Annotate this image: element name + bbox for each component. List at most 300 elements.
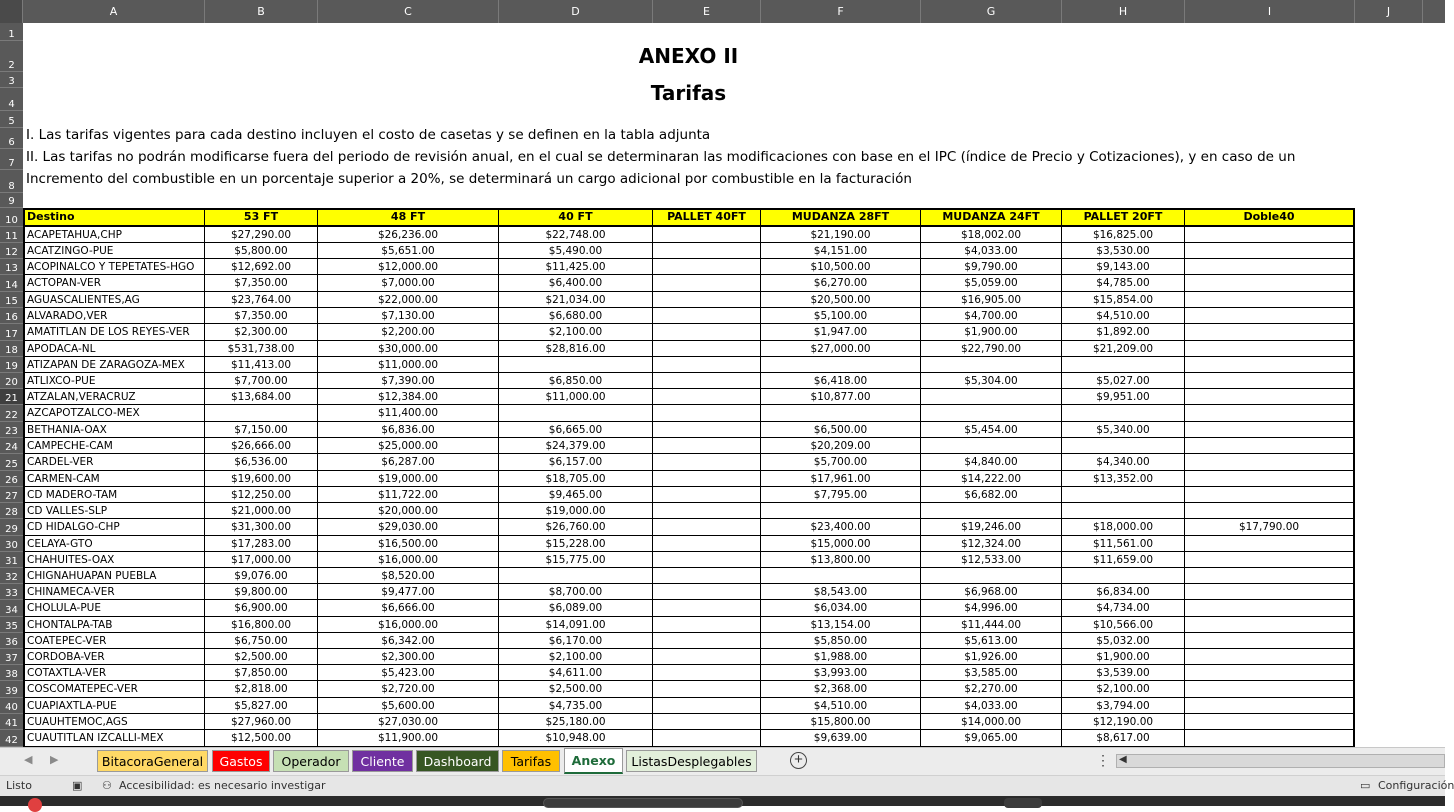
- table-cell[interactable]: $4,840.00: [921, 454, 1062, 471]
- column-header-b[interactable]: B: [205, 0, 318, 23]
- table-cell[interactable]: $9,951.00: [1062, 389, 1185, 405]
- table-cell[interactable]: $6,834.00: [1062, 584, 1185, 600]
- table-cell[interactable]: $21,190.00: [761, 227, 921, 243]
- table-cell[interactable]: [1185, 633, 1355, 649]
- table-cell[interactable]: $10,877.00: [761, 389, 921, 405]
- table-cell[interactable]: $26,760.00: [499, 519, 653, 536]
- table-cell[interactable]: CUAUTITLAN IZCALLI-MEX: [23, 730, 205, 747]
- table-cell[interactable]: [1185, 227, 1355, 243]
- row-header-2[interactable]: 2: [0, 41, 23, 72]
- table-cell[interactable]: $16,905.00: [921, 292, 1062, 308]
- row-header-32[interactable]: 32: [0, 568, 23, 584]
- table-cell[interactable]: $10,566.00: [1062, 617, 1185, 633]
- table-cell[interactable]: $22,748.00: [499, 227, 653, 243]
- table-cell[interactable]: $6,968.00: [921, 584, 1062, 600]
- table-cell[interactable]: $2,300.00: [318, 649, 499, 665]
- table-cell[interactable]: [1185, 292, 1355, 308]
- table-cell[interactable]: [653, 698, 761, 714]
- table-cell[interactable]: $21,034.00: [499, 292, 653, 308]
- table-cell[interactable]: $26,666.00: [205, 438, 318, 454]
- table-header-cell[interactable]: 40 FT: [499, 208, 653, 227]
- table-cell[interactable]: [1185, 389, 1355, 405]
- column-header-h[interactable]: H: [1062, 0, 1185, 23]
- table-cell[interactable]: COATEPEC-VER: [23, 633, 205, 649]
- table-cell[interactable]: $11,900.00: [318, 730, 499, 747]
- accessibility-status[interactable]: Accesibilidad: es necesario investigar: [119, 779, 326, 792]
- table-cell[interactable]: [1185, 503, 1355, 519]
- row-header-5[interactable]: 5: [0, 111, 23, 128]
- table-cell[interactable]: $6,418.00: [761, 373, 921, 389]
- table-cell[interactable]: $5,059.00: [921, 275, 1062, 292]
- table-cell[interactable]: [921, 503, 1062, 519]
- table-cell[interactable]: $6,536.00: [205, 454, 318, 471]
- table-cell[interactable]: $10,500.00: [761, 259, 921, 275]
- table-cell[interactable]: $6,342.00: [318, 633, 499, 649]
- display-settings-icon[interactable]: ▭: [1360, 779, 1371, 792]
- table-cell[interactable]: $4,735.00: [499, 698, 653, 714]
- table-cell[interactable]: $7,700.00: [205, 373, 318, 389]
- table-cell[interactable]: $17,961.00: [761, 471, 921, 487]
- table-cell[interactable]: CD HIDALGO-CHP: [23, 519, 205, 536]
- sheet-tab-cliente[interactable]: Cliente: [352, 750, 413, 772]
- row-header-15[interactable]: 15: [0, 292, 23, 308]
- table-cell[interactable]: $9,790.00: [921, 259, 1062, 275]
- row-header-40[interactable]: 40: [0, 698, 23, 714]
- table-cell[interactable]: CD MADERO-TAM: [23, 487, 205, 503]
- column-header-d[interactable]: D: [499, 0, 653, 23]
- row-header-36[interactable]: 36: [0, 633, 23, 649]
- table-cell[interactable]: $2,500.00: [499, 681, 653, 698]
- row-header-21[interactable]: 21: [0, 389, 23, 405]
- table-cell[interactable]: $8,520.00: [318, 568, 499, 584]
- table-cell[interactable]: COSCOMATEPEC-VER: [23, 681, 205, 698]
- table-cell[interactable]: $3,585.00: [921, 665, 1062, 681]
- table-cell[interactable]: $27,030.00: [318, 714, 499, 730]
- table-cell[interactable]: $21,209.00: [1062, 341, 1185, 357]
- table-cell[interactable]: ACATZINGO-PUE: [23, 243, 205, 259]
- table-cell[interactable]: CHONTALPA-TAB: [23, 617, 205, 633]
- table-cell[interactable]: AMATITLAN DE LOS REYES-VER: [23, 324, 205, 341]
- table-cell[interactable]: $19,600.00: [205, 471, 318, 487]
- table-cell[interactable]: [1185, 600, 1355, 617]
- table-cell[interactable]: $2,368.00: [761, 681, 921, 698]
- table-cell[interactable]: CUAUHTEMOC,AGS: [23, 714, 205, 730]
- table-cell[interactable]: $16,825.00: [1062, 227, 1185, 243]
- table-cell[interactable]: [653, 292, 761, 308]
- table-cell[interactable]: [653, 227, 761, 243]
- table-cell[interactable]: $3,794.00: [1062, 698, 1185, 714]
- table-cell[interactable]: $22,790.00: [921, 341, 1062, 357]
- sheet-tab-gastos[interactable]: Gastos: [212, 750, 270, 772]
- table-header-cell[interactable]: 53 FT: [205, 208, 318, 227]
- row-header-17[interactable]: 17: [0, 324, 23, 341]
- row-header-39[interactable]: 39: [0, 681, 23, 698]
- table-cell[interactable]: $25,000.00: [318, 438, 499, 454]
- table-cell[interactable]: $16,000.00: [318, 617, 499, 633]
- table-cell[interactable]: $5,850.00: [761, 633, 921, 649]
- table-cell[interactable]: COTAXTLA-VER: [23, 665, 205, 681]
- table-cell[interactable]: [1185, 665, 1355, 681]
- table-cell[interactable]: $5,700.00: [761, 454, 921, 471]
- table-cell[interactable]: $11,000.00: [318, 357, 499, 373]
- table-cell[interactable]: $4,734.00: [1062, 600, 1185, 617]
- table-cell[interactable]: [653, 454, 761, 471]
- table-cell[interactable]: $15,775.00: [499, 552, 653, 568]
- column-header-e[interactable]: E: [653, 0, 761, 23]
- table-cell[interactable]: $9,065.00: [921, 730, 1062, 747]
- table-cell[interactable]: $16,000.00: [318, 552, 499, 568]
- row-header-22[interactable]: 22: [0, 405, 23, 422]
- table-cell[interactable]: [1185, 730, 1355, 747]
- table-cell[interactable]: [761, 405, 921, 422]
- table-cell[interactable]: [653, 714, 761, 730]
- table-cell[interactable]: $10,948.00: [499, 730, 653, 747]
- table-cell[interactable]: CAMPECHE-CAM: [23, 438, 205, 454]
- table-cell[interactable]: $6,850.00: [499, 373, 653, 389]
- table-cell[interactable]: $19,246.00: [921, 519, 1062, 536]
- table-cell[interactable]: $6,034.00: [761, 600, 921, 617]
- table-cell[interactable]: $1,900.00: [1062, 649, 1185, 665]
- row-header-27[interactable]: 27: [0, 487, 23, 503]
- row-header-24[interactable]: 24: [0, 438, 23, 454]
- table-cell[interactable]: [761, 568, 921, 584]
- table-cell[interactable]: CHINAMECA-VER: [23, 584, 205, 600]
- table-cell[interactable]: ATIZAPAN DE ZARAGOZA-MEX: [23, 357, 205, 373]
- table-cell[interactable]: APODACA-NL: [23, 341, 205, 357]
- table-cell[interactable]: $16,800.00: [205, 617, 318, 633]
- table-cell[interactable]: [1185, 584, 1355, 600]
- table-cell[interactable]: CELAYA-GTO: [23, 536, 205, 552]
- app-icon[interactable]: [28, 798, 42, 812]
- table-cell[interactable]: $15,000.00: [761, 536, 921, 552]
- row-header-9[interactable]: 9: [0, 193, 23, 208]
- table-cell[interactable]: CARDEL-VER: [23, 454, 205, 471]
- table-header-cell[interactable]: PALLET 20FT: [1062, 208, 1185, 227]
- table-cell[interactable]: $11,561.00: [1062, 536, 1185, 552]
- table-cell[interactable]: ATLIXCO-PUE: [23, 373, 205, 389]
- table-cell[interactable]: $6,665.00: [499, 422, 653, 438]
- table-cell[interactable]: $12,324.00: [921, 536, 1062, 552]
- table-cell[interactable]: CUAPIAXTLA-PUE: [23, 698, 205, 714]
- sheet-tab-bitacorageneral[interactable]: BitacoraGeneral: [97, 750, 208, 772]
- row-header-10[interactable]: 10: [0, 208, 23, 227]
- row-header-1[interactable]: 1: [0, 23, 23, 41]
- table-cell[interactable]: $11,000.00: [499, 389, 653, 405]
- table-cell[interactable]: $18,000.00: [1062, 519, 1185, 536]
- table-cell[interactable]: $4,611.00: [499, 665, 653, 681]
- row-header-20[interactable]: 20: [0, 373, 23, 389]
- table-cell[interactable]: $2,720.00: [318, 681, 499, 698]
- sheet-tab-anexo[interactable]: Anexo: [564, 748, 623, 774]
- row-header-6[interactable]: 6: [0, 128, 23, 149]
- table-cell[interactable]: $12,500.00: [205, 730, 318, 747]
- table-cell[interactable]: $5,340.00: [1062, 422, 1185, 438]
- row-header-3[interactable]: 3: [0, 72, 23, 88]
- column-header-f[interactable]: F: [761, 0, 921, 23]
- table-cell[interactable]: $16,500.00: [318, 536, 499, 552]
- table-cell[interactable]: $28,816.00: [499, 341, 653, 357]
- table-cell[interactable]: $20,209.00: [761, 438, 921, 454]
- table-cell[interactable]: $4,996.00: [921, 600, 1062, 617]
- table-cell[interactable]: [653, 471, 761, 487]
- table-cell[interactable]: $7,350.00: [205, 308, 318, 324]
- row-header-26[interactable]: 26: [0, 471, 23, 487]
- table-cell[interactable]: $27,290.00: [205, 227, 318, 243]
- table-cell[interactable]: CHAHUITES-OAX: [23, 552, 205, 568]
- table-cell[interactable]: [1185, 552, 1355, 568]
- table-cell[interactable]: $19,000.00: [318, 471, 499, 487]
- row-header-25[interactable]: 25: [0, 454, 23, 471]
- row-header-31[interactable]: 31: [0, 552, 23, 568]
- row-header-38[interactable]: 38: [0, 665, 23, 681]
- table-header-cell[interactable]: PALLET 40FT: [653, 208, 761, 227]
- table-cell[interactable]: $9,143.00: [1062, 259, 1185, 275]
- worksheet-grid[interactable]: [23, 23, 1445, 747]
- table-cell[interactable]: $6,750.00: [205, 633, 318, 649]
- table-cell[interactable]: $6,666.00: [318, 600, 499, 617]
- table-cell[interactable]: [499, 357, 653, 373]
- table-cell[interactable]: $9,076.00: [205, 568, 318, 584]
- table-cell[interactable]: $1,947.00: [761, 324, 921, 341]
- table-cell[interactable]: [1185, 617, 1355, 633]
- table-cell[interactable]: $2,300.00: [205, 324, 318, 341]
- table-cell[interactable]: $12,692.00: [205, 259, 318, 275]
- table-cell[interactable]: [653, 259, 761, 275]
- table-cell[interactable]: $4,785.00: [1062, 275, 1185, 292]
- table-cell[interactable]: $5,827.00: [205, 698, 318, 714]
- table-cell[interactable]: [921, 405, 1062, 422]
- table-cell[interactable]: [653, 373, 761, 389]
- table-cell[interactable]: [653, 503, 761, 519]
- column-header-j[interactable]: J: [1355, 0, 1423, 23]
- table-cell[interactable]: $7,850.00: [205, 665, 318, 681]
- table-cell[interactable]: [1185, 471, 1355, 487]
- table-cell[interactable]: [653, 405, 761, 422]
- table-cell[interactable]: [653, 357, 761, 373]
- table-cell[interactable]: $2,818.00: [205, 681, 318, 698]
- sheet-tab-operador[interactable]: Operador: [273, 750, 349, 772]
- column-header-i[interactable]: I: [1185, 0, 1355, 23]
- table-cell[interactable]: ACTOPAN-VER: [23, 275, 205, 292]
- table-cell[interactable]: [499, 568, 653, 584]
- table-cell[interactable]: $11,444.00: [921, 617, 1062, 633]
- row-header-34[interactable]: 34: [0, 600, 23, 617]
- table-cell[interactable]: [1185, 681, 1355, 698]
- table-cell[interactable]: $19,000.00: [499, 503, 653, 519]
- accessibility-icon[interactable]: ⚇: [102, 779, 112, 792]
- table-cell[interactable]: $18,705.00: [499, 471, 653, 487]
- table-cell[interactable]: [1062, 503, 1185, 519]
- table-cell[interactable]: $15,228.00: [499, 536, 653, 552]
- table-cell[interactable]: $4,510.00: [761, 698, 921, 714]
- table-cell[interactable]: [1185, 275, 1355, 292]
- table-cell[interactable]: [1185, 341, 1355, 357]
- table-cell[interactable]: [653, 730, 761, 747]
- row-header-8[interactable]: 8: [0, 170, 23, 193]
- table-cell[interactable]: $13,154.00: [761, 617, 921, 633]
- table-cell[interactable]: $26,236.00: [318, 227, 499, 243]
- table-cell[interactable]: $5,800.00: [205, 243, 318, 259]
- table-cell[interactable]: $22,000.00: [318, 292, 499, 308]
- table-header-cell[interactable]: MUDANZA 24FT: [921, 208, 1062, 227]
- table-cell[interactable]: $1,988.00: [761, 649, 921, 665]
- table-cell[interactable]: [1185, 243, 1355, 259]
- table-header-cell[interactable]: MUDANZA 28FT: [761, 208, 921, 227]
- table-cell[interactable]: $2,270.00: [921, 681, 1062, 698]
- table-cell[interactable]: $8,543.00: [761, 584, 921, 600]
- table-cell[interactable]: [1185, 324, 1355, 341]
- taskbar-item[interactable]: [1004, 798, 1042, 808]
- table-cell[interactable]: [1062, 568, 1185, 584]
- table-cell[interactable]: $17,000.00: [205, 552, 318, 568]
- table-cell[interactable]: $30,000.00: [318, 341, 499, 357]
- row-header-13[interactable]: 13: [0, 259, 23, 275]
- table-cell[interactable]: [921, 568, 1062, 584]
- table-cell[interactable]: ALVARADO,VER: [23, 308, 205, 324]
- table-cell[interactable]: $11,659.00: [1062, 552, 1185, 568]
- table-cell[interactable]: CORDOBA-VER: [23, 649, 205, 665]
- table-cell[interactable]: $7,390.00: [318, 373, 499, 389]
- table-cell[interactable]: $18,002.00: [921, 227, 1062, 243]
- table-cell[interactable]: $7,795.00: [761, 487, 921, 503]
- table-cell[interactable]: CHOLULA-PUE: [23, 600, 205, 617]
- row-header-7[interactable]: 7: [0, 149, 23, 170]
- table-cell[interactable]: $5,423.00: [318, 665, 499, 681]
- table-cell[interactable]: $12,533.00: [921, 552, 1062, 568]
- table-cell[interactable]: $5,454.00: [921, 422, 1062, 438]
- table-cell[interactable]: $1,926.00: [921, 649, 1062, 665]
- table-cell[interactable]: $2,100.00: [1062, 681, 1185, 698]
- table-cell[interactable]: $531,738.00: [205, 341, 318, 357]
- table-cell[interactable]: [1062, 438, 1185, 454]
- row-header-35[interactable]: 35: [0, 617, 23, 633]
- column-header-a[interactable]: A: [23, 0, 205, 23]
- table-header-cell[interactable]: Doble40: [1185, 208, 1355, 227]
- row-header-14[interactable]: 14: [0, 275, 23, 292]
- table-cell[interactable]: $13,684.00: [205, 389, 318, 405]
- table-cell[interactable]: $9,465.00: [499, 487, 653, 503]
- table-cell[interactable]: AGUASCALIENTES,AG: [23, 292, 205, 308]
- table-cell[interactable]: [1185, 536, 1355, 552]
- table-cell[interactable]: $5,490.00: [499, 243, 653, 259]
- table-cell[interactable]: $23,764.00: [205, 292, 318, 308]
- table-cell[interactable]: $23,400.00: [761, 519, 921, 536]
- macro-record-icon[interactable]: ▣: [72, 779, 83, 792]
- chevron-left-icon[interactable]: ◀: [24, 754, 33, 766]
- table-cell[interactable]: [653, 341, 761, 357]
- table-cell[interactable]: [1185, 308, 1355, 324]
- horizontal-scrollbar[interactable]: [1116, 754, 1445, 768]
- table-cell[interactable]: $5,613.00: [921, 633, 1062, 649]
- table-cell[interactable]: $31,300.00: [205, 519, 318, 536]
- table-cell[interactable]: $6,682.00: [921, 487, 1062, 503]
- table-cell[interactable]: BETHANIA-OAX: [23, 422, 205, 438]
- table-cell[interactable]: $12,190.00: [1062, 714, 1185, 730]
- table-cell[interactable]: [653, 389, 761, 405]
- row-header-42[interactable]: 42: [0, 730, 23, 747]
- table-cell[interactable]: CD VALLES-SLP: [23, 503, 205, 519]
- table-cell[interactable]: $1,892.00: [1062, 324, 1185, 341]
- table-cell[interactable]: $6,287.00: [318, 454, 499, 471]
- row-header-19[interactable]: 19: [0, 357, 23, 373]
- table-cell[interactable]: $5,651.00: [318, 243, 499, 259]
- table-cell[interactable]: [921, 357, 1062, 373]
- table-cell[interactable]: $2,100.00: [499, 649, 653, 665]
- table-cell[interactable]: [653, 617, 761, 633]
- table-cell[interactable]: $6,680.00: [499, 308, 653, 324]
- table-cell[interactable]: $11,722.00: [318, 487, 499, 503]
- table-cell[interactable]: $14,000.00: [921, 714, 1062, 730]
- table-cell[interactable]: [653, 487, 761, 503]
- table-cell[interactable]: [1185, 698, 1355, 714]
- row-header-41[interactable]: 41: [0, 714, 23, 730]
- table-cell[interactable]: $5,600.00: [318, 698, 499, 714]
- table-cell[interactable]: $12,000.00: [318, 259, 499, 275]
- sheet-tab-listasdesplegables[interactable]: ListasDesplegables: [626, 750, 757, 772]
- row-header-29[interactable]: 29: [0, 519, 23, 536]
- scroll-left-icon[interactable]: ◀: [1119, 754, 1127, 765]
- sheet-tab-tarifas[interactable]: Tarifas: [502, 750, 560, 772]
- table-cell[interactable]: [1185, 373, 1355, 389]
- table-cell[interactable]: [1062, 405, 1185, 422]
- table-cell[interactable]: AZCAPOTZALCO-MEX: [23, 405, 205, 422]
- table-cell[interactable]: $7,130.00: [318, 308, 499, 324]
- table-cell[interactable]: $2,200.00: [318, 324, 499, 341]
- table-cell[interactable]: $5,032.00: [1062, 633, 1185, 649]
- table-cell[interactable]: $7,150.00: [205, 422, 318, 438]
- row-header-12[interactable]: 12: [0, 243, 23, 259]
- table-cell[interactable]: [761, 503, 921, 519]
- row-header-16[interactable]: 16: [0, 308, 23, 324]
- table-cell[interactable]: $20,500.00: [761, 292, 921, 308]
- table-cell[interactable]: $7,350.00: [205, 275, 318, 292]
- table-cell[interactable]: [1185, 259, 1355, 275]
- table-cell[interactable]: [653, 422, 761, 438]
- row-header-33[interactable]: 33: [0, 584, 23, 600]
- table-cell[interactable]: [653, 552, 761, 568]
- row-header-4[interactable]: 4: [0, 88, 23, 111]
- table-cell[interactable]: $8,617.00: [1062, 730, 1185, 747]
- table-cell[interactable]: [653, 649, 761, 665]
- table-cell[interactable]: $21,000.00: [205, 503, 318, 519]
- table-cell[interactable]: CARMEN-CAM: [23, 471, 205, 487]
- table-cell[interactable]: $17,283.00: [205, 536, 318, 552]
- table-cell[interactable]: $3,993.00: [761, 665, 921, 681]
- plus-circle-icon[interactable]: +: [790, 752, 807, 769]
- table-cell[interactable]: $6,500.00: [761, 422, 921, 438]
- table-cell[interactable]: $27,960.00: [205, 714, 318, 730]
- table-cell[interactable]: $11,400.00: [318, 405, 499, 422]
- table-cell[interactable]: [1062, 487, 1185, 503]
- table-cell[interactable]: [1185, 568, 1355, 584]
- table-cell[interactable]: [653, 536, 761, 552]
- table-cell[interactable]: [921, 389, 1062, 405]
- table-cell[interactable]: $27,000.00: [761, 341, 921, 357]
- table-cell[interactable]: [1185, 357, 1355, 373]
- table-cell[interactable]: $4,700.00: [921, 308, 1062, 324]
- table-cell[interactable]: ACAPETAHUA,CHP: [23, 227, 205, 243]
- table-cell[interactable]: $11,425.00: [499, 259, 653, 275]
- column-header-c[interactable]: C: [318, 0, 499, 23]
- table-cell[interactable]: [761, 357, 921, 373]
- table-cell[interactable]: [653, 665, 761, 681]
- table-cell[interactable]: [653, 568, 761, 584]
- table-cell[interactable]: [653, 681, 761, 698]
- table-cell[interactable]: $5,304.00: [921, 373, 1062, 389]
- table-cell[interactable]: $6,157.00: [499, 454, 653, 471]
- table-cell[interactable]: $3,539.00: [1062, 665, 1185, 681]
- column-header-g[interactable]: G: [921, 0, 1062, 23]
